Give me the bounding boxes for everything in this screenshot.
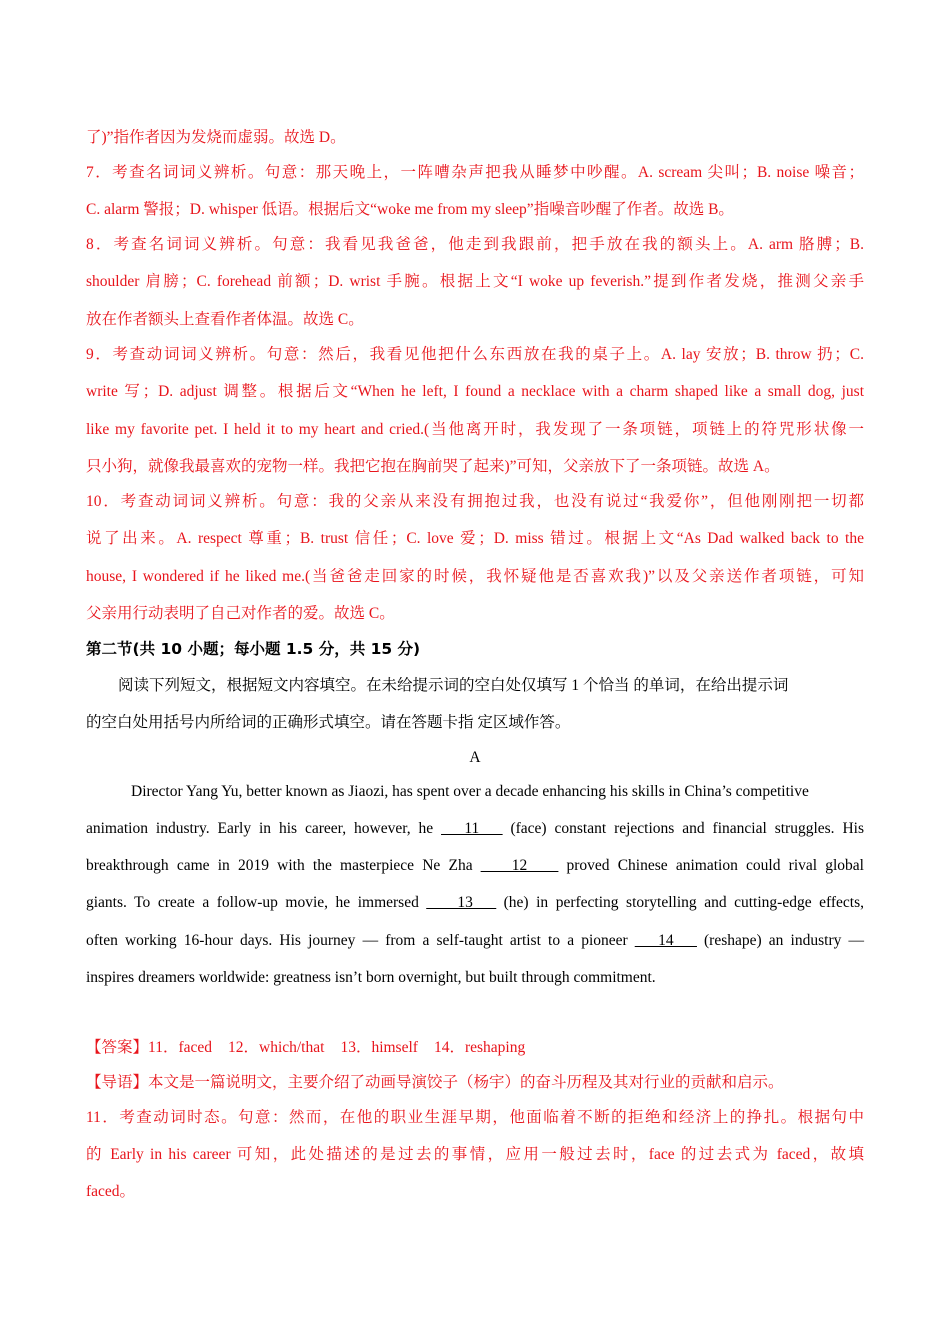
instructions-cont: 的空白处用括号内所给词的正确形式填空。请在答题卡指 定区域作答。: [86, 714, 571, 731]
passage-line: [86, 856, 864, 876]
explanation-q9-cont: 只小狗，就像我最喜欢的宠物一样。我把它抱在胸前哭了起来)”可知，父亲放下了一条项链。故选 A。: [86, 458, 780, 475]
explanation-q7-cont: C. alarm 警报；D. whisper 低语。根据后文“woke me from my sleep”指噪音吵醒了作者。故选 B。: [86, 201, 734, 218]
blank-14: ___14___: [634, 932, 697, 949]
passage-label: A: [469, 749, 481, 766]
explanation-q9-cont: like my favorite pet. I held it to my heart and cried.(当他离开时，我发现了一条项链，项链上的符咒形状像一: [86, 421, 864, 438]
explanation-q8-cont: 放在作者额头上查看作者体温。故选 C。: [86, 311, 364, 328]
explanation-q11-cont: 的 Early in his career 可知，此处描述的是过去的事情，应用一般过去时，face 的过去式为 faced，故填: [86, 1146, 864, 1163]
answer-14: 14．reshaping: [433, 1039, 526, 1056]
passage-text: breakthrough came in 2019 with the masterpiece Ne Zha: [86, 857, 481, 874]
passage-text: animation industry. Early in his career, however, he: [86, 820, 442, 837]
passage-text: giants. To create a follow-up movie, he immersed: [86, 894, 427, 911]
passage-text: proved Chinese animation could rival global: [558, 857, 864, 874]
passage-line: [86, 931, 864, 951]
passage-line: [86, 893, 864, 913]
passage-text: (he) in perfecting storytelling and cutting-edge effects,: [496, 894, 864, 911]
explanation-q7: 7．考查名词词义辨析。句意：那天晚上，一阵嘈杂声把我从睡梦中吵醒。A. scream 尖叫；B. noise 噪音；: [86, 164, 864, 181]
answer-line: [86, 1038, 864, 1058]
instructions: 阅读下列短文，根据短文内容填空。在未给提示词的空白处仅填写 1 个恰当 的单词，在给出提示词: [118, 677, 789, 694]
explanation-q8-cont: shoulder 肩膀；C. forehead 前额；D. wrist 手腕。根据上文“I woke up feverish.”提到作者发烧，推测父亲手: [86, 273, 864, 290]
passage-text: (reshape) an industry —: [696, 932, 864, 949]
explanation-q8: 8．考查名词词义辨析。句意：我看见我爸爸，他走到我跟前，把手放在我的额头上。A. arm 胳膊；B.: [86, 236, 864, 253]
passage-text: often working 16-hour days. His journey — from a self-taught artist to a pioneer: [86, 932, 635, 949]
explanation-q9-cont: write 写；D. adjust 调整。根据后文“When he left, I found a necklace with a charm shaped like a small dog, just: [86, 383, 864, 400]
answer-12: 12．which/that: [228, 1039, 325, 1056]
blank-13: ____13___: [426, 894, 497, 911]
explanation-q10-cont: house, I wondered if he liked me.(当爸爸走回家的时候，我怀疑他是否喜欢我)”以及父亲送作者项链，可知: [86, 568, 864, 585]
blank-12: ____12____: [480, 857, 559, 874]
passage-line: [86, 819, 864, 839]
answer-label: 【答案】: [86, 1039, 149, 1056]
explanation-q10: 10．考查动词词义辨析。句意：我的父亲从来没有拥抱过我，也没有说过“我爱你”，但他刚刚把一切都: [86, 493, 864, 510]
passage-line: Director Yang Yu, better known as Jiaozi, has spent over a decade enhancing his skills in China’s competitive: [131, 783, 809, 800]
passage-line: inspires dreamers worldwide: greatness isn’t born overnight, but built through commitment.: [86, 969, 656, 986]
explanation-q11-cont: faced。: [86, 1183, 136, 1200]
explanation-q10-cont: 父亲用行动表明了自己对作者的爱。故选 C。: [86, 605, 395, 622]
explanation-q9: 9．考查动词词义辨析。句意：然后，我看见他把什么东西放在我的桌子上。A. lay 安放；B. throw 扔；C.: [86, 346, 864, 363]
blank-11: ___11___: [441, 820, 503, 837]
passage-text: (face) constant rejections and financial struggles. His: [502, 820, 864, 837]
answer-13: 13．himself: [340, 1039, 418, 1056]
explanation-line: 了)”指作者因为发烧而虚弱。故选 D。: [86, 129, 346, 146]
section-heading: 第二节(共 10 小题；每小题 1.5 分，共 15 分): [86, 640, 421, 658]
explanation-q11: 11．考查动词时态。句意：然而，在他的职业生涯早期，他面临着不断的拒绝和经济上的挣扎。根据句中: [86, 1109, 864, 1126]
answer-11: 11．faced: [148, 1039, 212, 1056]
explanation-q10-cont: 说了出来。A. respect 尊重；B. trust 信任；C. love 爱；D. miss 错过。根据上文“As Dad walked back to the: [86, 530, 864, 547]
guide-text: 【导语】本文是一篇说明文，主要介绍了动画导演饺子（杨宇）的奋斗历程及其对行业的贡献和启示。: [86, 1074, 784, 1091]
